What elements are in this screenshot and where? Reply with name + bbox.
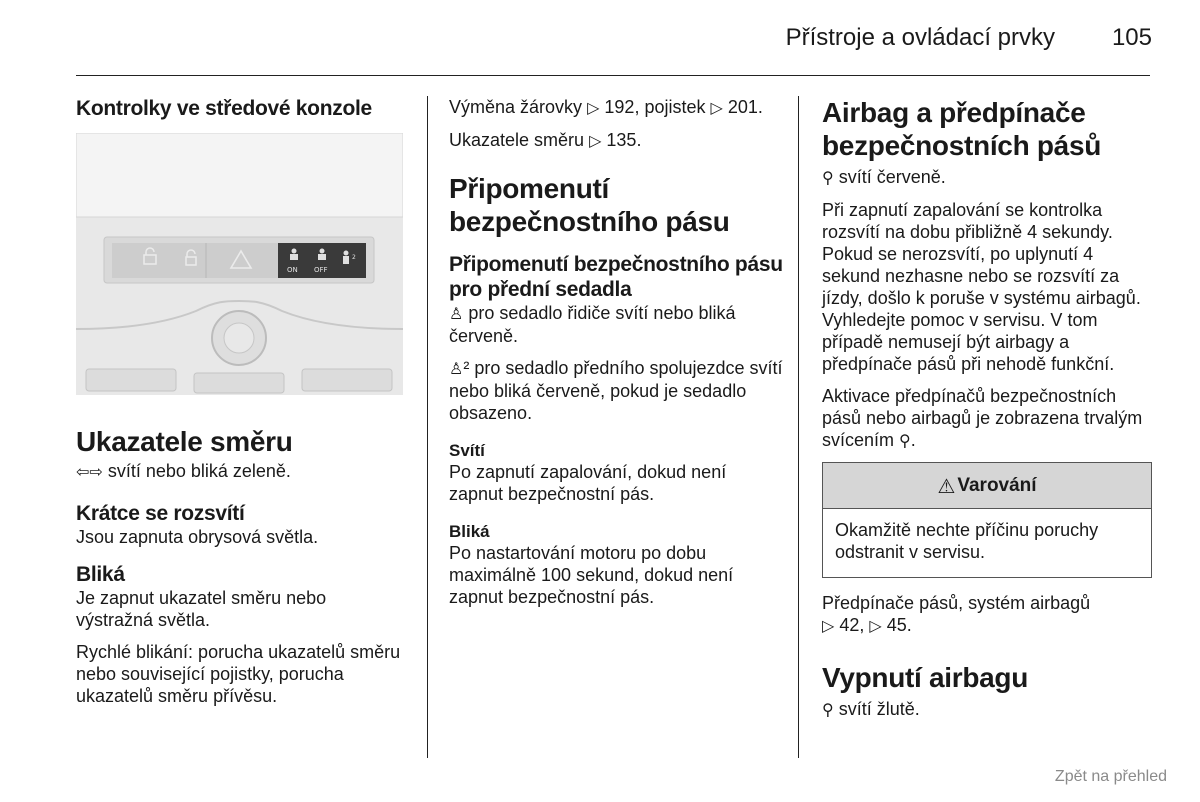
text: pro sedadlo řidiče svítí nebo bliká červeně. xyxy=(449,303,736,346)
seatbelt-passenger-icon xyxy=(343,251,349,265)
page-reference-link[interactable]: 135 xyxy=(606,130,637,150)
warning-icon: ⚠ xyxy=(937,473,956,498)
page-number: 105 xyxy=(1111,24,1152,51)
turn-signal-status: svítí nebo bliká zeleně. xyxy=(102,461,291,481)
warning-box xyxy=(822,462,1152,578)
text: . xyxy=(636,130,642,150)
column-right xyxy=(822,96,1152,731)
page-reference-link[interactable]: 42 xyxy=(839,615,860,635)
warning-text: Okamžitě nechte příčinu poruchy odstranit v servisu. xyxy=(835,520,1099,562)
text: Výměna žárovky xyxy=(449,97,588,117)
column-divider xyxy=(427,96,428,758)
column-divider xyxy=(798,96,799,758)
seatbelt-driver-icon: ♙ xyxy=(449,304,464,323)
paragraph xyxy=(822,698,1152,721)
text: , pojistek xyxy=(634,97,711,117)
paragraph xyxy=(449,129,784,152)
paragraph: Při zapnutí zapalování se kontrolka rozsvítí na dobu přibližně 4 sekundy. Pokud se nerozsvítí, po uplynutí 4 sekund nezhasne nebo se rozsvítí za jízdy, došlo k poruše v systému airbagů. Vyhledejte pomoc v servisu. V tom případě nemusejí být airbagy a předpínače pásů při nehodě funkční. xyxy=(822,200,1141,374)
page-reference-link[interactable]: 192 xyxy=(604,97,635,117)
paragraph: Je zapnut ukazatel směru nebo výstražná světla. xyxy=(76,588,327,630)
text: svítí žlutě. xyxy=(833,699,920,719)
text: Předpínače pásů, systém airbagů xyxy=(822,593,1091,613)
airbag-off-icon: ⚲ xyxy=(822,700,834,719)
seat-number-label: 2 xyxy=(352,254,356,261)
text: Ukazatele směru xyxy=(449,130,590,150)
text: . xyxy=(757,97,763,117)
subsection-heading: Bliká xyxy=(76,563,125,586)
section-heading: Airbag a předpínače bezpečnostních pásů xyxy=(822,97,1102,161)
back-to-overview-link[interactable]: Zpět na přehled xyxy=(1054,768,1167,785)
page-reference-icon: ▷ xyxy=(589,131,602,150)
section-heading: Připomenutí bezpečnostního pásu xyxy=(449,173,730,237)
page-reference-icon: ▷ xyxy=(587,98,600,117)
header-title: Přístroje a ovládací prvky xyxy=(785,24,1055,51)
column-left xyxy=(76,96,406,717)
text: . xyxy=(906,615,912,635)
warning-title: Varování xyxy=(957,474,1037,496)
text: svítí červeně. xyxy=(833,167,946,187)
turn-signal-text xyxy=(76,460,406,483)
column-middle xyxy=(449,96,784,618)
section-heading: Ukazatele směru xyxy=(76,426,293,457)
airbag-icon: ⚲ xyxy=(822,168,834,187)
turn-signal-icon: ⇦⇨ xyxy=(76,462,103,481)
text: Aktivace předpínačů bezpečnostních pásů nebo airbagů je zobrazena trvalým svícením xyxy=(822,386,1143,450)
center-console-illustration xyxy=(76,133,403,395)
paragraph: Jsou zapnuta obrysová světla. xyxy=(76,527,319,547)
paragraph xyxy=(449,357,784,424)
paragraph: Po zapnutí zapalování, dokud není zapnut bezpečnostní pás. xyxy=(449,462,727,504)
text: . xyxy=(910,430,916,450)
section-heading: Kontrolky ve středové konzole xyxy=(76,97,372,120)
paragraph xyxy=(822,385,1152,452)
airbag-icon: ⚲ xyxy=(899,431,911,450)
warning-body xyxy=(823,509,1151,577)
page-reference-link[interactable]: 201 xyxy=(727,97,758,117)
page-reference-icon: ▷ xyxy=(822,616,835,635)
paragraph: Rychlé blikání: porucha ukazatelů směru nebo související pojistky, porucha ukazatelů směru přívěsu. xyxy=(76,642,401,706)
section-heading: Vypnutí airbagu xyxy=(822,662,1029,693)
paragraph xyxy=(449,96,784,119)
paragraph xyxy=(822,166,1152,189)
paragraph: Po nastartování motoru po dobu maximálně 100 sekund, dokud není zapnut bezpečnostní pás. xyxy=(449,543,734,607)
subsection-heading: Připomenutí bezpečnostního pásu pro přední sedadla xyxy=(449,253,783,301)
page-reference-icon: ▷ xyxy=(869,616,882,635)
paragraph xyxy=(822,592,1152,637)
airbag-on-label: ON xyxy=(287,266,298,274)
subsection-heading: Svítí xyxy=(449,441,485,460)
page-reference-link[interactable]: 45 xyxy=(886,615,907,635)
text: , xyxy=(859,615,870,635)
center-console-drawing xyxy=(76,133,403,395)
header-divider xyxy=(76,75,1150,76)
warning-header xyxy=(823,463,1151,509)
seatbelt-passenger-icon: ♙ xyxy=(449,359,464,378)
airbag-off-label: OFF xyxy=(314,266,328,274)
subsection-heading: Bliká xyxy=(449,522,490,541)
subsection-heading: Krátce se rozsvítí xyxy=(76,502,245,525)
page-reference-icon: ▷ xyxy=(710,98,723,117)
text: ² pro sedadlo předního spolujezdce svítí nebo bliká červeně, pokud je sedadlo obsazeno. xyxy=(449,358,783,423)
paragraph xyxy=(449,302,784,347)
